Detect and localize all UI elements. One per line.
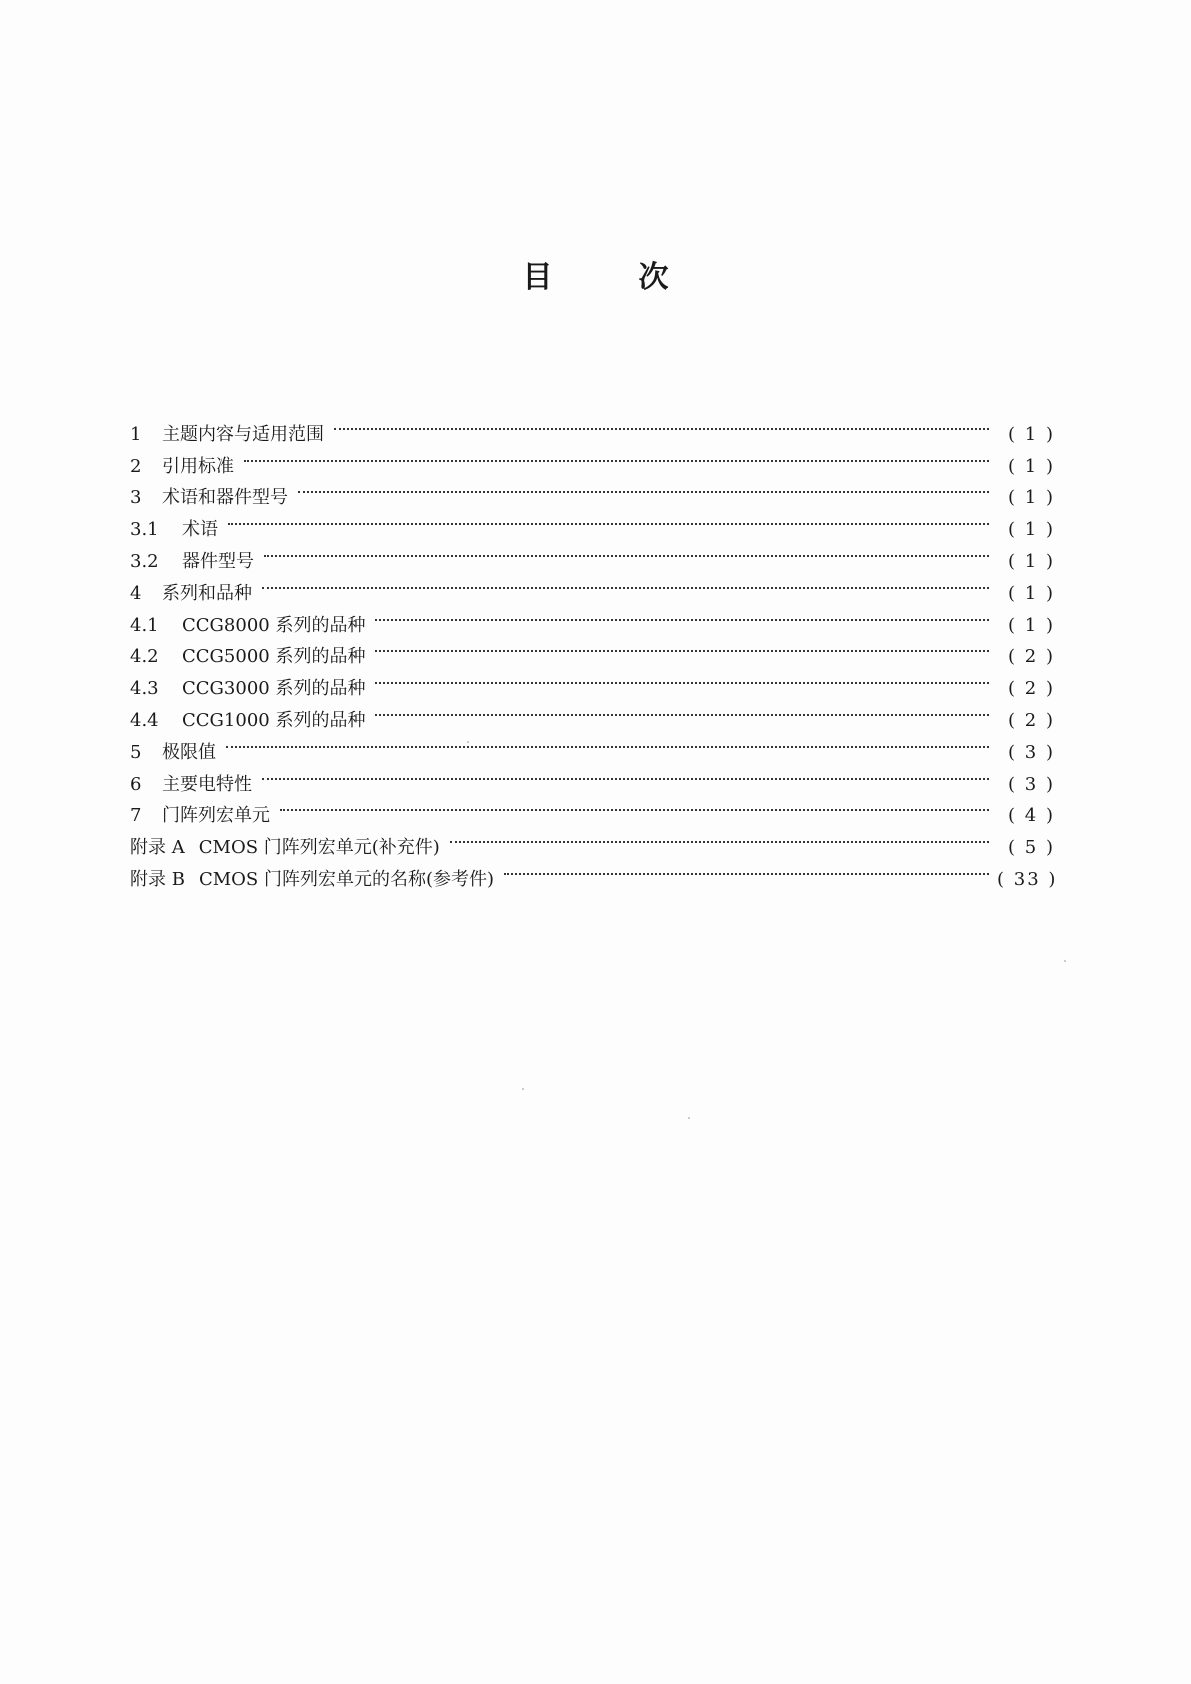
toc-dot-leader bbox=[228, 503, 989, 535]
toc-entry-number: 2 bbox=[130, 455, 142, 477]
toc-dot-leader bbox=[450, 821, 989, 853]
toc-entry-label: 主要电特性 bbox=[162, 773, 252, 795]
toc-entry-label: 术语和器件型号 bbox=[162, 487, 288, 509]
toc-entry-label: CCG8000 系列的品种 bbox=[182, 614, 366, 636]
toc-dot-leader bbox=[264, 535, 989, 567]
title-char-2: 次 bbox=[638, 260, 669, 295]
scan-speck bbox=[467, 741, 469, 743]
scan-speck bbox=[688, 1117, 690, 1119]
toc-entry-page: ( 1 ) bbox=[1008, 550, 1055, 572]
toc-entry[interactable] bbox=[130, 503, 1055, 541]
toc-entry-page: ( 1 ) bbox=[1008, 519, 1055, 541]
scan-speck bbox=[1064, 960, 1066, 962]
toc-entry-page: ( 1 ) bbox=[1008, 614, 1055, 636]
toc-entry-label: 器件型号 bbox=[182, 550, 254, 572]
toc-entry-page: ( 4 ) bbox=[1008, 805, 1055, 827]
toc-entry-label: CMOS 门阵列宏单元(补充件) bbox=[198, 837, 440, 859]
toc-entry-page: ( 3 ) bbox=[1008, 773, 1055, 795]
toc-entry-page: ( 1 ) bbox=[1008, 455, 1055, 477]
toc-entry-label: CMOS 门阵列宏单元的名称(参考件) bbox=[198, 868, 495, 890]
toc-entry-number: 1 bbox=[130, 423, 142, 445]
table-of-contents bbox=[130, 408, 1058, 890]
toc-dot-leader bbox=[226, 726, 989, 758]
toc-entry-number: 4.1 bbox=[130, 614, 159, 636]
toc-dot-leader bbox=[375, 631, 989, 663]
toc-entry-label: 极限值 bbox=[162, 741, 216, 763]
title-char-1: 目 bbox=[522, 260, 553, 295]
toc-dot-leader bbox=[375, 694, 989, 726]
toc-entry-number: 3 bbox=[130, 487, 142, 509]
toc-entry[interactable] bbox=[130, 758, 1055, 795]
toc-entry-page: ( 5 ) bbox=[1008, 837, 1055, 859]
toc-entry-label: 引用标准 bbox=[162, 455, 234, 477]
toc-entry[interactable] bbox=[130, 440, 1055, 477]
toc-entry-number: 3.1 bbox=[130, 519, 159, 541]
toc-entry-page: ( 33 ) bbox=[997, 868, 1058, 890]
toc-entry-label: 主题内容与适用范围 bbox=[162, 423, 324, 445]
toc-entry-number: 7 bbox=[130, 805, 142, 827]
toc-entry[interactable] bbox=[130, 790, 1055, 827]
toc-entry[interactable] bbox=[130, 472, 1055, 509]
toc-entry-page: ( 2 ) bbox=[1008, 709, 1055, 731]
toc-entry-page: ( 3 ) bbox=[1008, 741, 1055, 763]
toc-entry-label: 门阵列宏单元 bbox=[162, 805, 270, 827]
toc-entry-page: ( 2 ) bbox=[1008, 678, 1055, 700]
toc-entry[interactable] bbox=[130, 535, 1055, 572]
toc-dot-leader bbox=[262, 567, 989, 599]
toc-dot-leader bbox=[375, 599, 989, 631]
page-title bbox=[0, 258, 1191, 298]
toc-entry-number: 5 bbox=[130, 741, 142, 763]
toc-dot-leader bbox=[298, 472, 989, 504]
toc-entry[interactable] bbox=[130, 567, 1055, 604]
toc-entry-page: ( 2 ) bbox=[1008, 646, 1055, 668]
toc-entry-label: 系列和品种 bbox=[162, 582, 252, 604]
toc-entry[interactable] bbox=[130, 599, 1055, 636]
toc-dot-leader bbox=[375, 662, 989, 694]
toc-entry-page: ( 1 ) bbox=[1008, 582, 1055, 604]
toc-entry-number: 附录 B bbox=[130, 868, 185, 890]
toc-entry-page: ( 1 ) bbox=[1008, 423, 1055, 445]
toc-entry[interactable] bbox=[130, 726, 1055, 763]
toc-entry-number: 3.2 bbox=[130, 550, 159, 572]
toc-entry-number: 6 bbox=[130, 773, 142, 795]
toc-entry-label: CCG1000 系列的品种 bbox=[182, 709, 366, 731]
toc-entry-number: 4.2 bbox=[130, 646, 159, 668]
toc-entry-number: 4.3 bbox=[130, 678, 159, 700]
toc-dot-leader bbox=[504, 853, 989, 885]
toc-entry-number: 4 bbox=[130, 582, 142, 604]
toc-entry-page: ( 1 ) bbox=[1008, 487, 1055, 509]
toc-entry-label: CCG3000 系列的品种 bbox=[182, 678, 366, 700]
toc-entry-label: CCG5000 系列的品种 bbox=[182, 646, 366, 668]
toc-dot-leader bbox=[262, 758, 989, 790]
toc-entry-number: 附录 A bbox=[130, 837, 185, 859]
toc-dot-leader bbox=[334, 408, 989, 440]
toc-entry-label: 术语 bbox=[182, 519, 218, 541]
toc-dot-leader bbox=[244, 440, 989, 472]
scan-speck bbox=[522, 1088, 524, 1090]
toc-entry-number: 4.4 bbox=[130, 709, 159, 731]
toc-entry[interactable] bbox=[130, 408, 1055, 445]
toc-dot-leader bbox=[280, 790, 989, 822]
